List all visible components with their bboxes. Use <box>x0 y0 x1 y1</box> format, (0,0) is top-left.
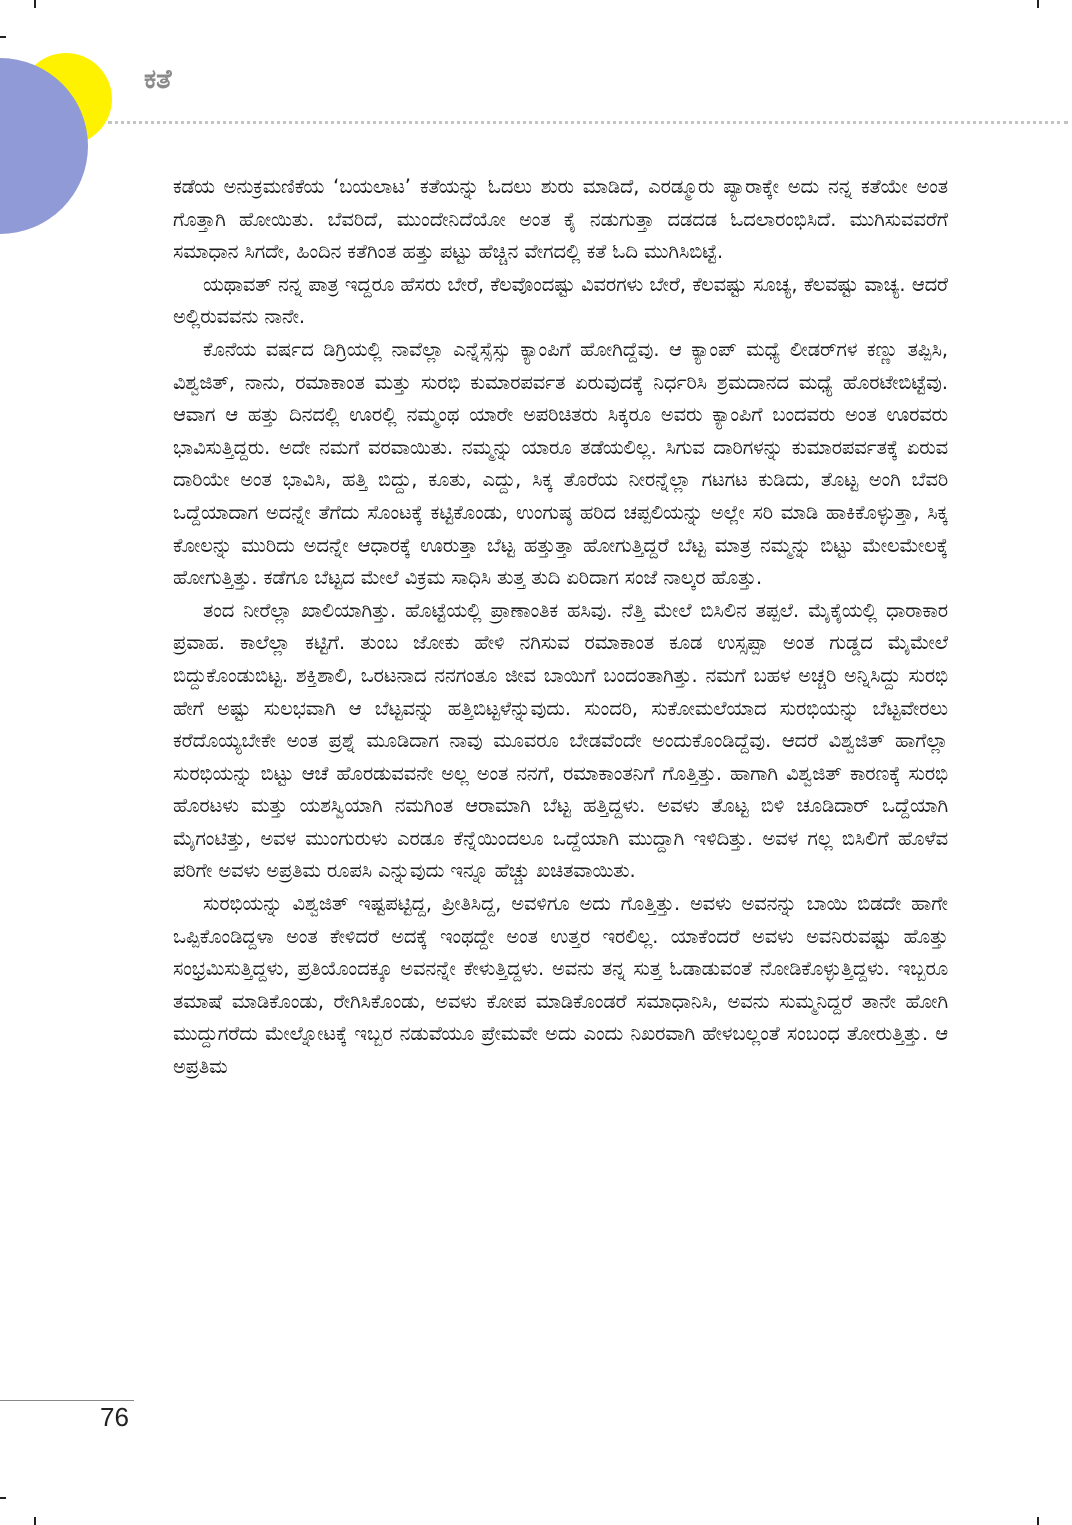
paragraph: ಕೊನೆಯ ವರ್ಷದ ಡಿಗ್ರಿಯಲ್ಲಿ ನಾವೆಲ್ಲಾ ಎನ್ನೆಸ್ಸೆಸ್ಸು ಕ್ಯಾಂಪಿಗೆ ಹೋಗಿದ್ದೆವು. ಆ ಕ್ಯಾಂಪ್ ಮಧ್ಯೆ ಲೀಡರ್‌ಗಳ ಕಣ್ಣು ತಪ್ಪಿಸಿ, ವಿಶ್ವಜಿತ್, ನಾನು, ರಮಾಕಾಂತ ಮತ್ತು ಸುರಭಿ ಕುಮಾರಪರ್ವತ ಏರುವುದಕ್ಕೆ ನಿರ್ಧರಿಸಿ ಶ್ರಮದಾನದ ಮಧ್ಯೆ ಹೊರಟೇಬಿಟ್ಟೆವು. ಆವಾಗ ಆ ಹತ್ತು ದಿನದಲ್ಲಿ ಊರಲ್ಲಿ ನಮ್ಮಂಥ ಯಾರೇ ಅಪರಿಚಿತರು ಸಿಕ್ಕರೂ ಅವರು ಕ್ಯಾಂಪಿಗೆ ಬಂದವರು ಅಂತ ಊರವರು ಭಾವಿಸುತ್ತಿದ್ದರು. ಅದೇ ನಮಗೆ ವರವಾಯಿತು. ನಮ್ಮನ್ನು ಯಾರೂ ತಡೆಯಲಿಲ್ಲ. ಸಿಗುವ ದಾರಿಗಳನ್ನು ಕುಮಾರಪರ್ವತಕ್ಕೆ ಏರುವ ದಾರಿಯೇ ಅಂತ ಭಾವಿಸಿ, ಹತ್ತಿ ಬಿದ್ದು, ಕೂತು, ಎದ್ದು, ಸಿಕ್ಕ ತೊರೆಯ ನೀರನ್ನೆಲ್ಲಾ ಗಟಗಟ ಕುಡಿದು, ತೊಟ್ಟ ಅಂಗಿ ಬೆವರಿ ಒದ್ದೆಯಾದಾಗ ಅದನ್ನೇ ತೆಗೆದು ಸೊಂಟಕ್ಕೆ ಕಟ್ಟಿಕೊಂಡು, ಉಂಗುಷ್ಠ ಹರಿದ ಚಪ್ಪಲಿಯನ್ನು ಅಲ್ಲೇ ಸರಿ ಮಾಡಿ ಹಾಕಿಕೊಳ್ಳುತ್ತಾ, ಸಿಕ್ಕ ಕೋಲನ್ನು ಮುರಿದು ಅದನ್ನೇ ಆಧಾರಕ್ಕೆ ಊರುತ್ತಾ ಬೆಟ್ಟ ಹತ್ತುತ್ತಾ ಹೋಗುತ್ತಿದ್ದರೆ ಬೆಟ್ಟ ಮಾತ್ರ ನಮ್ಮನ್ನು ಬಿಟ್ಟು ಮೇಲಮೇಲಕ್ಕೆ ಹೋಗುತ್ತಿತ್ತು. ಕಡೆಗೂ ಬೆಟ್ಟದ ಮೇಲೆ ವಿಕ್ರಮ ಸಾಧಿಸಿ ತುತ್ತ ತುದಿ ಏರಿದಾಗ ಸಂಜೆ ನಾಲ್ಕರ ಹೊತ್ತು. <box>173 337 948 590</box>
paragraph: ಯಥಾವತ್ ನನ್ನ ಪಾತ್ರ ಇದ್ದರೂ ಹೆಸರು ಬೇರೆ, ಕೆಲವೊಂದಷ್ಟು ವಿವರಗಳು ಬೇರೆ, ಕೆಲವಷ್ಟು ಸೂಚ್ಯ, ಕೆಲವಷ್ಟು ವಾಚ್ಯ. ಆದರೆ ಅಲ್ಲಿರುವವನು ನಾನೇ. <box>173 272 948 329</box>
page-number-rule <box>0 1400 134 1401</box>
crop-mark-left-bottom <box>0 1497 6 1499</box>
crop-mark-left-top <box>0 36 6 38</box>
section-title: ಕತೆ <box>144 64 172 95</box>
dotted-divider <box>108 121 1068 124</box>
crop-mark-top-left <box>34 0 36 8</box>
crop-mark-bottom-left <box>34 1517 36 1525</box>
crop-mark-bottom-right <box>1037 1517 1039 1525</box>
paragraph: ಸುರಭಿಯನ್ನು ವಿಶ್ವಜಿತ್ ಇಷ್ಟಪಟ್ಟಿದ್ದ, ಪ್ರೀತಿಸಿದ್ದ, ಅವಳಿಗೂ ಅದು ಗೊತ್ತಿತ್ತು. ಅವಳು ಅವನನ್ನು ಬಾಯಿ ಬಿಡದೇ ಹಾಗೇ ಒಪ್ಪಿಕೊಂಡಿದ್ದಳಾ ಅಂತ ಕೇಳಿದರೆ ಅದಕ್ಕೆ ಇಂಥದ್ದೇ ಅಂತ ಉತ್ತರ ಇರಲಿಲ್ಲ. ಯಾಕೆಂದರೆ ಅವಳು ಅವನಿರುವಷ್ಟು ಹೊತ್ತು ಸಂಭ್ರಮಿಸುತ್ತಿದ್ದಳು, ಪ್ರತಿಯೊಂದಕ್ಕೂ ಅವನನ್ನೇ ಕೇಳುತ್ತಿದ್ದಳು. ಅವನು ತನ್ನ ಸುತ್ತ ಓಡಾಡುವಂತೆ ನೋಡಿಕೊಳ್ಳುತ್ತಿದ್ದಳು. ಇಬ್ಬರೂ ತಮಾಷೆ ಮಾಡಿಕೊಂಡು, ರೇಗಿಸಿಕೊಂಡು, ಅವಳು ಕೋಪ ಮಾಡಿಕೊಂಡರೆ ಸಮಾಧಾನಿಸಿ, ಅವನು ಸುಮ್ಮನಿದ್ದರೆ ತಾನೇ ಹೋಗಿ ಮುದ್ದುಗರೆದು ಮೇಲ್ನೋಟಕ್ಕೆ ಇಬ್ಬರ ನಡುವೆಯೂ ಪ್ರೇಮವೇ ಅದು ಎಂದು ನಿಖರವಾಗಿ ಹೇಳಬಲ್ಲಂತೆ ಸಂಬಂಧ ತೋರುತ್ತಿತ್ತು. ಆ ಅಪ್ರತಿಮ <box>173 892 948 1079</box>
paragraph: ತಂದ ನೀರೆಲ್ಲಾ ಖಾಲಿಯಾಗಿತ್ತು. ಹೊಟ್ಟೆಯಲ್ಲಿ ಪ್ರಾಣಾಂತಿಕ ಹಸಿವು. ನೆತ್ತಿ ಮೇಲೆ ಬಿಸಿಲಿನ ತಪ್ಪಲೆ. ಮೈಕೈಯಲ್ಲಿ ಧಾರಾಕಾರ ಪ್ರವಾಹ. ಕಾಲೆಲ್ಲಾ ಕಟ್ಟಿಗೆ. ತುಂಬ ಜೋಕು ಹೇಳಿ ನಗಿಸುವ ರಮಾಕಾಂತ ಕೂಡ ಉಸ್ಸಪ್ಪಾ ಅಂತ ಗುಡ್ಡದ ಮೈಮೇಲೆ ಬಿದ್ದುಕೊಂಡುಬಿಟ್ಟ. ಶಕ್ತಿಶಾಲಿ, ಒರಟನಾದ ನನಗಂತೂ ಜೀವ ಬಾಯಿಗೆ ಬಂದಂತಾಗಿತ್ತು. ನಮಗೆ ಬಹಳ ಅಚ್ಚರಿ ಅನ್ನಿಸಿದ್ದು ಸುರಭಿ ಹೇಗೆ ಅಷ್ಟು ಸುಲಭವಾಗಿ ಆ ಬೆಟ್ಟವನ್ನು ಹತ್ತಿಬಿಟ್ಟಳೆನ್ನುವುದು. ಸುಂದರಿ, ಸುಕೋಮಲೆಯಾದ ಸುರಭಿಯನ್ನು ಬೆಟ್ಟವೇರಲು ಕರೆದೊಯ್ಯಬೇಕೇ ಅಂತ ಪ್ರಶ್ನೆ ಮೂಡಿದಾಗ ನಾವು ಮೂವರೂ ಬೇಡವೆಂದೇ ಅಂದುಕೊಂಡಿದ್ದೆವು. ಆದರೆ ವಿಶ್ವಜಿತ್ ಹಾಗೆಲ್ಲಾ ಸುರಭಿಯನ್ನು ಬಿಟ್ಟು ಆಚೆ ಹೊರಡುವವನೇ ಅಲ್ಲ ಅಂತ ನನಗೆ, ರಮಾಕಾಂತನಿಗೆ ಗೊತ್ತಿತ್ತು. ಹಾಗಾಗಿ ವಿಶ್ವಜಿತ್ ಕಾರಣಕ್ಕೆ ಸುರಭಿ ಹೊರಟಳು ಮತ್ತು ಯಶಸ್ವಿಯಾಗಿ ನಮಗಿಂತ ಆರಾಮಾಗಿ ಬೆಟ್ಟ ಹತ್ತಿದ್ದಳು. ಅವಳು ತೊಟ್ಟ ಬಿಳಿ ಚೂಡಿದಾರ್ ಒದ್ದೆಯಾಗಿ ಮೈಗಂಟಿತ್ತು, ಅವಳ ಮುಂಗುರುಳು ಎರಡೂ ಕೆನ್ನೆಯಿಂದಲೂ ಒದ್ದೆಯಾಗಿ ಮುದ್ದಾಗಿ ಇಳಿದಿತ್ತು. ಅವಳ ಗಲ್ಲ ಬಿಸಿಲಿಗೆ ಹೊಳೆವ ಪರಿಗೇ ಅವಳು ಅಪ್ರತಿಮ ರೂಪಸಿ ಎನ್ನುವುದು ಇನ್ನೂ ಹೆಚ್ಚು ಖಚಿತವಾಯಿತು. <box>173 598 948 883</box>
page-number: 76 <box>100 1402 129 1432</box>
crop-mark-top-right <box>1037 0 1039 8</box>
story-text <box>173 171 948 1084</box>
paragraph: ಕಡೆಯ ಅನುಕ್ರಮಣಿಕೆಯ ‘ಬಯಲಾಟ’ ಕತೆಯನ್ನು ಓದಲು ಶುರು ಮಾಡಿದೆ, ಎರಡ್ಮೂರು ಪ್ಯಾರಾಕ್ಕೇ ಅದು ನನ್ನ ಕತೆಯೇ ಅಂತ ಗೊತ್ತಾಗಿ ಹೋಯಿತು. ಬೆವರಿದೆ, ಮುಂದೇನಿದೆಯೋ ಅಂತ ಕೈ ನಡುಗುತ್ತಾ ದಡದಡ ಓದಲಾರಂಭಿಸಿದೆ. ಮುಗಿಸುವವರೆಗೆ ಸಮಾಧಾನ ಸಿಗದೇ, ಹಿಂದಿನ ಕತೆಗಿಂತ ಹತ್ತು ಪಟ್ಟು ಹೆಚ್ಚಿನ ವೇಗದಲ್ಲಿ ಕತೆ ಓದಿ ಮುಗಿಸಿಬಿಟ್ಟೆ. <box>173 175 948 264</box>
